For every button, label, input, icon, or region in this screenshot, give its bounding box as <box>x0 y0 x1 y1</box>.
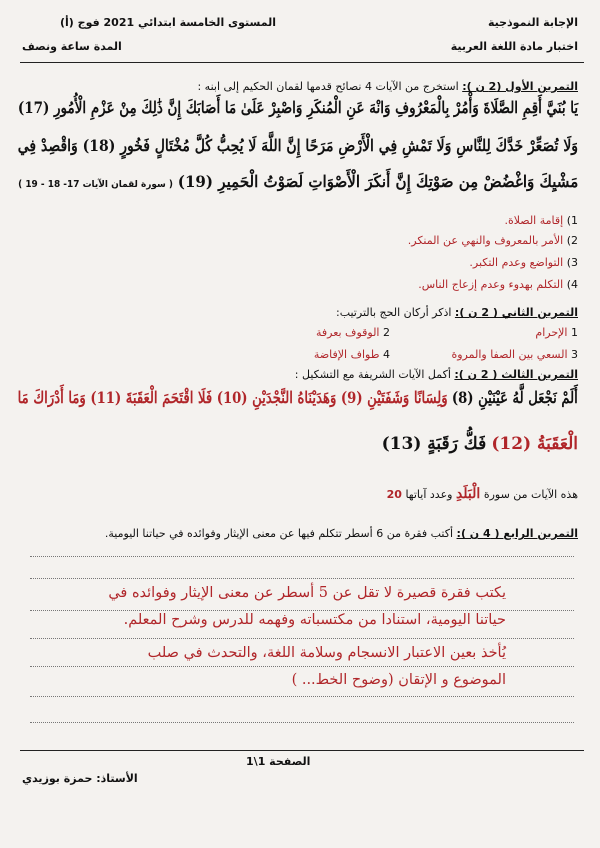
ex2-item-2 <box>316 326 390 339</box>
ex3-verse-line2-answer: الْعَقَبَةُ (12) <box>491 434 578 454</box>
ex4-prompt: أكتب فقرة من 6 أسطر تتكلم فيها عن معنى الإيثار وفوائده في حياتنا اليومية. <box>104 527 454 540</box>
ex3-count-label: هذه الآيات من سورة <box>483 488 578 501</box>
ex2-item-4-text: طواف الإفاضة <box>313 348 380 361</box>
page-number: الصفحة 1\1 <box>246 755 311 768</box>
ex1-answer-4 <box>418 278 578 291</box>
ex1-verse-line3-row <box>18 172 578 191</box>
ex1-answer-3-num: 3) <box>566 256 578 269</box>
ex2-item-4-num: 4 <box>383 348 390 361</box>
teacher-name: الأستاذ: حمزة بوزيدي <box>22 772 138 785</box>
ex4-guideline-line1: يكتب فقرة قصيرة لا تقل عن 5 أسطر عن معنى الإيثار وفوائده في <box>108 585 506 601</box>
ex2-item-3-num: 3 <box>571 348 578 361</box>
ex4-guideline-line2: حياتنا اليومية، استنادا من مكتسباته وفهمه للدرس وشرح المعلم. <box>123 612 506 628</box>
writing-line-6 <box>30 696 574 697</box>
header-divider <box>20 62 584 63</box>
ex1-heading <box>197 80 578 93</box>
ex1-prompt: استخرج من الآيات 4 نصائح قدمها لقمان الحكيم إلى ابنه : <box>197 80 459 93</box>
ex2-title: التمرين الثاني ( 2 ن ): <box>454 306 578 319</box>
ex3-verse-line1 <box>18 388 578 407</box>
ex2-prompt: اذكر أركان الحج بالترتيب: <box>335 306 452 319</box>
ex2-item-2-num: 2 <box>383 326 390 339</box>
ex1-title: التمرين الأول (2 ن ): <box>462 80 578 93</box>
ex1-answer-2-num: 2) <box>566 234 578 247</box>
ex2-item-1 <box>535 326 578 339</box>
ex1-verse-line1: يَا بُنَيَّ أَقِمِ الصَّلَاةَ وَأْمُرْ بِالْمَعْرُوفِ وَانْهَ عَنِ الْمُنكَرِ وَاصْبِرْ عَلَىٰ مَا أَصَابَكَ إِنَّ ذَٰلِكَ مِنْ عَزْمِ الْأُمُورِ (17) <box>17 98 579 117</box>
ex4-title: التمرين الرابع ( 4 ن ): <box>456 527 578 540</box>
header-title: الإجابة النموذجية <box>487 16 578 29</box>
header-level: المستوى الخامسة ابتدائي 2021 فوج (أ) <box>60 16 276 29</box>
ex3-verse-line1-given: أَلَمْ نَجْعَل لَّهُ عَيْنَيْنِ (8) <box>452 388 578 407</box>
ex1-answer-2 <box>408 234 578 247</box>
writing-line-5 <box>30 666 574 667</box>
header-duration: المدة ساعة ونصف <box>22 40 122 53</box>
writing-line-2 <box>30 578 574 579</box>
writing-line-7 <box>30 722 574 723</box>
ex1-answer-3-text: التواضع وعدم التكبر. <box>469 256 564 269</box>
ex3-heading <box>295 368 578 381</box>
writing-line-3 <box>30 610 574 611</box>
ex2-item-2-text: الوقوف بعرفة <box>315 326 380 339</box>
ex1-answer-2-text: الأمر بالمعروف والنهي عن المنكر. <box>407 234 564 247</box>
ex3-surah-name: الْبَلَدِ <box>455 486 481 502</box>
ex3-count-value: 20 <box>386 488 402 501</box>
ex1-verse-reference: ( سورة لقمان الآيات 17- 18 - 19 ) <box>17 179 173 190</box>
ex3-prompt: أكمل الآيات الشريفة مع التشكيل : <box>294 368 451 381</box>
ex1-answer-3 <box>469 256 578 269</box>
ex2-item-1-text: الإحرام <box>535 326 568 339</box>
ex1-answer-1-num: 1) <box>566 214 578 227</box>
ex3-verse-line2-given: فَكُّ رَقَبَةٍ (13) <box>381 434 487 454</box>
ex2-item-3-text: السعي بين الصفا والمروة <box>451 348 568 361</box>
ex2-item-1-num: 1 <box>571 326 578 339</box>
ex3-verse-line2 <box>382 434 578 454</box>
ex1-answer-4-num: 4) <box>566 278 578 291</box>
writing-line-4 <box>30 638 574 639</box>
writing-line-1 <box>30 556 574 557</box>
ex3-count-text: وعدد آياتها <box>405 488 453 501</box>
ex1-verse-line2: وَلَا تُصَعِّرْ خَدَّكَ لِلنَّاسِ وَلَا تَمْشِ فِي الْأَرْضِ مَرَحًا إِنَّ اللَّهَ لَا يُحِبُّ كُلَّ مُخْتَالٍ فَخُورٍ (18) وَاقْصِدْ فِي <box>17 136 578 155</box>
ex2-heading <box>336 306 578 319</box>
footer-divider <box>20 750 584 751</box>
ex4-guideline-line3: يُأخذ بعين الاعتبار الانسجام وسلامة اللغة، والتحدث في صلب <box>147 645 506 661</box>
ex3-verse-count <box>387 486 578 502</box>
ex4-heading <box>105 527 578 540</box>
ex2-item-4 <box>314 348 390 361</box>
header-subject: اختبار مادة اللغة العربية <box>450 40 578 53</box>
ex1-answer-1 <box>504 214 578 227</box>
ex4-guideline-line4: الموضوع و الإتقان (وضوح الخط... ) <box>291 672 506 688</box>
ex1-answer-1-text: إقامة الصلاة. <box>504 214 564 227</box>
ex1-verse-line3: مَشْيِكَ وَاغْضُضْ مِن صَوْتِكَ إِنَّ أَنكَرَ الْأَصْوَاتِ لَصَوْتُ الْحَمِيرِ (19) <box>177 172 578 191</box>
ex1-answer-4-text: التكلم بهدوء وعدم إزعاج الناس. <box>418 278 564 291</box>
ex3-title: التمرين الثالث ( 2 ن ): <box>454 368 578 381</box>
ex3-verse-line1-answer: وَلِسَانًا وَشَفَتَيْنِ (9) وَهَدَيْنَاهُ النَّجْدَيْنِ (10) فَلَا اقْتَحَمَ الْعَقَبَةَ (11) وَمَا أَدْرَاكَ مَا <box>17 388 448 407</box>
ex2-item-3 <box>451 348 578 361</box>
